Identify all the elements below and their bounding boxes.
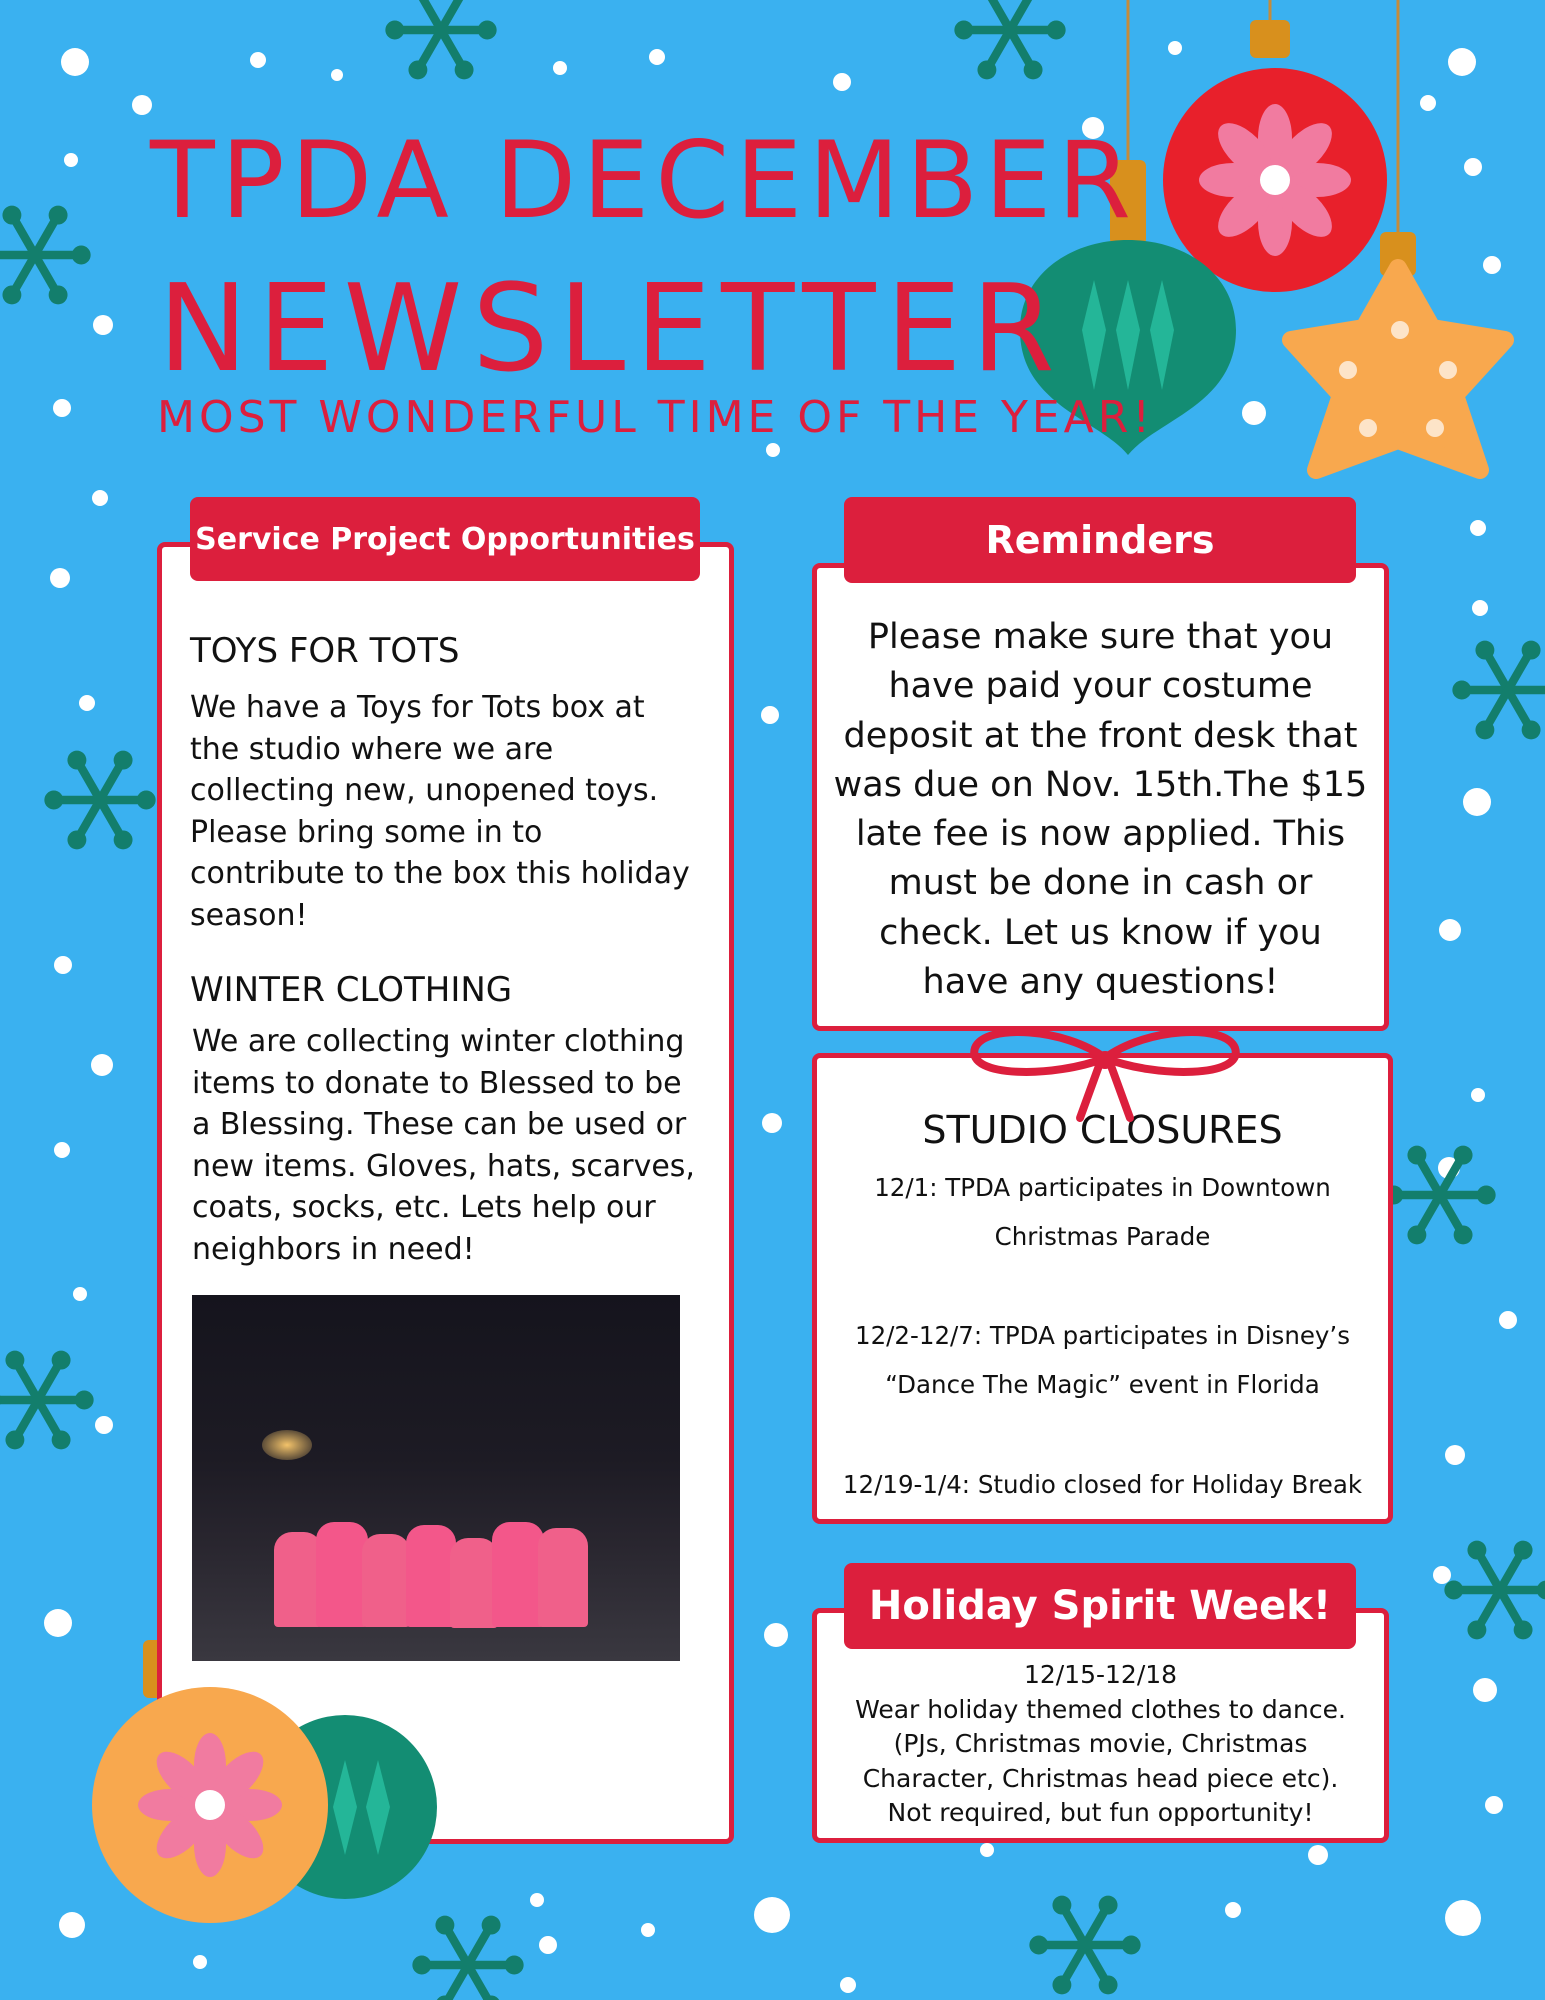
- text-line: Not required, but fun opportunity!: [887, 1798, 1314, 1827]
- spirit-week-text: [817, 1658, 1384, 1831]
- text-line: coats, socks, etc. Lets help our: [192, 1190, 656, 1225]
- newsletter-title-line1: TPDA DECEMBER: [150, 119, 1138, 242]
- text-line: Christmas Parade: [994, 1222, 1211, 1251]
- ornaments-bottom-left-icon: [90, 1680, 500, 1990]
- text-line: collecting new, unopened toys.: [190, 773, 659, 808]
- photo-street-light: [262, 1430, 312, 1460]
- reminders-panel: [812, 563, 1389, 1031]
- text-line: a Blessing. These can be used or: [192, 1107, 687, 1142]
- toys-for-tots-text: [190, 687, 690, 936]
- service-project-tag: Service Project Opportunities: [190, 497, 700, 581]
- text-line: items to donate to Blessed to be: [192, 1065, 682, 1101]
- text-line: 12/15-12/18: [1023, 1660, 1178, 1689]
- text-line: must be done in cash or: [888, 863, 1313, 904]
- text-line: 12/2-12/7: TPDA participates in Disney’s: [855, 1321, 1350, 1350]
- text-line: contribute to the box this holiday: [190, 856, 690, 891]
- ribbon-bow-icon: [965, 1018, 1245, 1128]
- text-line: Please make sure that you: [867, 617, 1334, 657]
- text-line: have any questions!: [922, 962, 1279, 1003]
- text-line: the studio where we are: [190, 731, 554, 767]
- text-line: season!: [190, 897, 308, 933]
- text-line: late fee is now applied. This: [855, 814, 1346, 855]
- text-line: new items. Gloves, hats, scarves,: [192, 1148, 695, 1184]
- text-line: 12/19-1/4: Studio closed for Holiday Break: [842, 1470, 1363, 1499]
- text-line: Wear holiday themed clothes to dance.: [855, 1694, 1346, 1724]
- closure-item-1: [817, 1163, 1388, 1261]
- text-line: 12/1: TPDA participates in Downtown: [874, 1173, 1331, 1202]
- text-line: have paid your costume: [888, 666, 1313, 707]
- closure-item-3: [817, 1460, 1388, 1509]
- service-project-panel: [157, 542, 734, 1844]
- reminders-tag: Reminders: [844, 497, 1356, 583]
- text-line: We are collecting winter clothing: [192, 1024, 685, 1059]
- text-line: Please bring some in to: [190, 814, 543, 850]
- winter-clothing-heading: WINTER CLOTHING: [190, 970, 513, 1010]
- text-line: was due on Nov. 15th.The $15: [833, 764, 1368, 805]
- newsletter-title-line2: NEWSLETTER: [158, 260, 1065, 399]
- toys-for-tots-heading: TOYS FOR TOTS: [190, 631, 460, 671]
- photo-people: [274, 1510, 594, 1640]
- reminders-text: [817, 613, 1384, 1007]
- winter-clothing-text: [192, 1021, 695, 1270]
- text-line: (PJs, Christmas movie, Christmas: [893, 1729, 1308, 1758]
- text-line: We have a Toys for Tots box at: [190, 690, 645, 725]
- studio-closures-heading: STUDIO CLOSURES: [922, 1108, 1283, 1152]
- spirit-week-tag: Holiday Spirit Week!: [844, 1563, 1356, 1649]
- text-line: “Dance The Magic” event in Florida: [885, 1370, 1320, 1399]
- group-photo: [192, 1295, 680, 1661]
- newsletter-subtitle: MOST WONDERFUL TIME OF THE YEAR!: [157, 392, 1154, 443]
- text-line: neighbors in need!: [192, 1231, 475, 1267]
- text-line: deposit at the front desk that: [843, 715, 1358, 756]
- closure-item-2: [817, 1311, 1388, 1409]
- text-line: check. Let us know if you: [879, 912, 1322, 953]
- text-line: Character, Christmas head piece etc).: [862, 1763, 1339, 1793]
